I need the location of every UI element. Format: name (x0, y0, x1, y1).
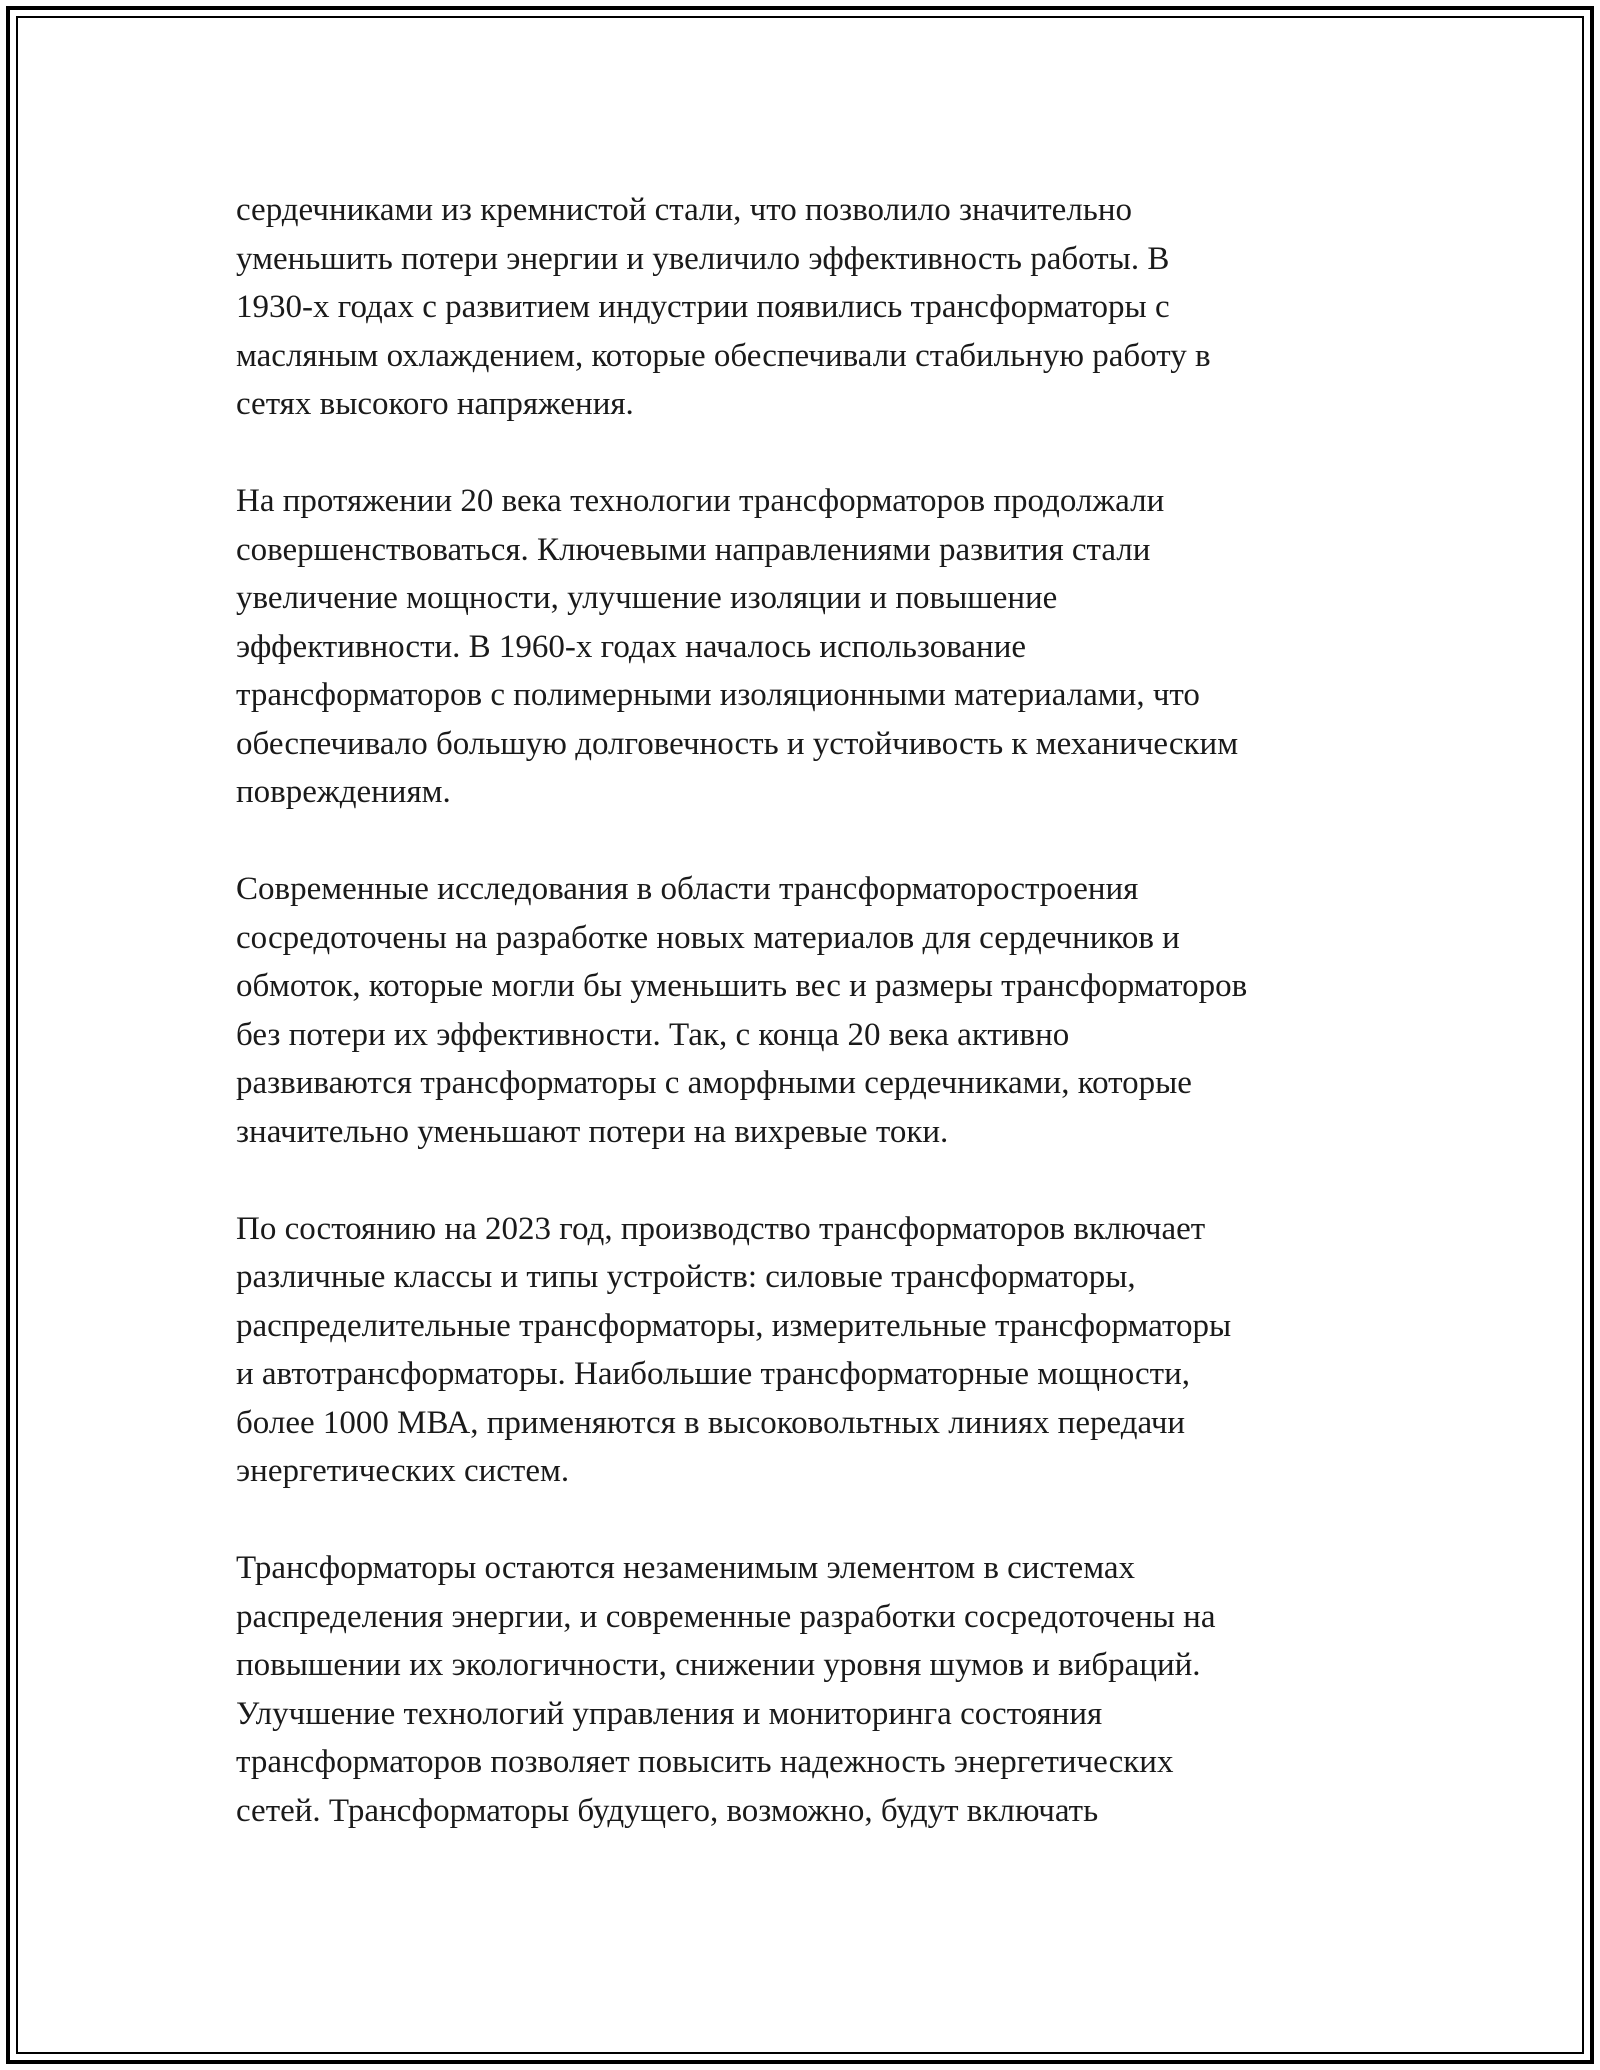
text-line: сердечниками из кремнистой стали, что позволило значительно (236, 192, 1132, 228)
text-line: распределительные трансформаторы, измерительные трансформаторы (236, 1307, 1232, 1344)
text-line: Современные исследования в области трансформаторостроения (236, 871, 1139, 907)
paragraph (236, 1544, 1400, 1835)
text-line: 1930-х годах с развитием индустрии появились трансформаторы с (236, 289, 1170, 325)
text-line: сетей. Трансформаторы будущего, возможно, будут включать (236, 1792, 1099, 1829)
text-line: сетях высокого напряжения. (236, 386, 634, 422)
text-line: увеличение мощности, улучшение изоляции и повышение (236, 580, 1058, 616)
text-line: энергетических систем. (236, 1453, 570, 1489)
text-line: повышении их экологичности, снижении уровня шумов и вибраций. (236, 1647, 1201, 1683)
text-line: обеспечивало большую долговечность и устойчивость к механическим (236, 725, 1239, 762)
text-line: масляным охлаждением, которые обеспечивали стабильную работу в (236, 337, 1211, 374)
text-line: развиваются трансформаторы с аморфными сердечниками, которые (236, 1065, 1192, 1101)
paragraph (236, 865, 1400, 1156)
text-line: более 1000 МВА, применяются в высоковольтных линиях передачи (236, 1404, 1186, 1441)
text-line: распределения энергии, и современные разработки сосредоточены на (236, 1598, 1216, 1635)
document-body (236, 186, 1400, 1884)
text-line: совершенствоваться. Ключевыми направлениями развития стали (236, 531, 1151, 568)
text-line: эффективности. В 1960-х годах началось использование (236, 628, 1027, 665)
text-line: без потери их эффективности. Так, с конца 20 века активно (236, 1016, 1070, 1053)
text-line: трансформаторов с полимерными изоляционными материалами, что (236, 677, 1200, 713)
paragraph (236, 477, 1400, 817)
text-line: На протяжении 20 века технологии трансформаторов продолжали (236, 483, 1165, 519)
paragraph (236, 1205, 1400, 1496)
text-line: По состоянию на 2023 год, производство трансформаторов включает (236, 1210, 1206, 1247)
text-line: трансформаторов позволяет повысить надежность энергетических (236, 1744, 1174, 1780)
text-line: Трансформаторы остаются незаменимым элементом в системах (236, 1550, 1136, 1586)
text-line: значительно уменьшают потери на вихревые токи. (236, 1113, 949, 1150)
text-line: и автотрансформаторы. Наибольшие трансформаторные мощности, (236, 1356, 1191, 1392)
text-line: сосредоточены на разработке новых материалов для сердечников и (236, 919, 1180, 956)
text-line: уменьшить потери энергии и увеличило эффективность работы. В (236, 240, 1170, 277)
paragraph (236, 186, 1400, 429)
text-line: Улучшение технологий управления и мониторинга состояния (236, 1695, 1103, 1732)
text-line: повреждениям. (236, 774, 451, 810)
text-line: различные классы и типы устройств: силовые трансформаторы, (236, 1259, 1136, 1295)
text-line: обмоток, которые могли бы уменьшить вес и размеры трансформаторов (236, 968, 1248, 1004)
